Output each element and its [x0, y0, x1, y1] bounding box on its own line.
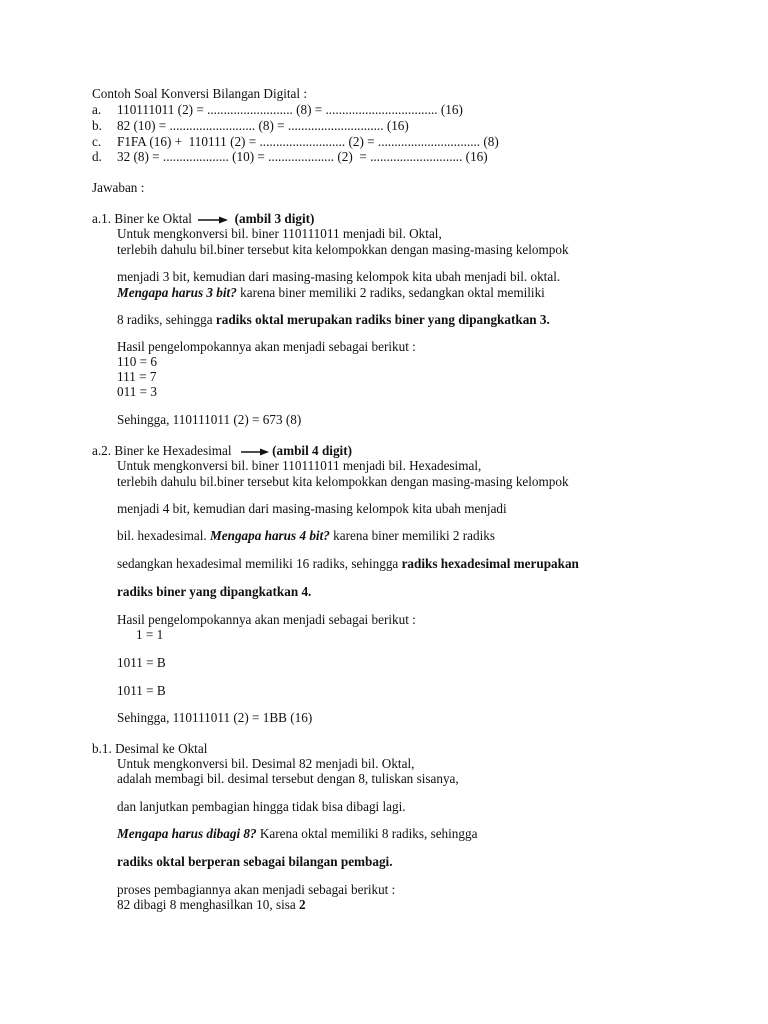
a2-question: Mengapa harus 4 bit?	[210, 528, 330, 543]
a1-group-3: 011 = 3	[117, 384, 157, 399]
b1-line-2: adalah membagi bil. desimal tersebut dengan 8, tuliskan sisanya,	[117, 771, 459, 786]
a1-grouping-intro: Hasil pengelompokannya akan menjadi sebagai berikut :	[117, 339, 416, 354]
a2-line-4	[117, 528, 495, 543]
question-c: F1FA (16) + 110111 (2) = .......................... (2) = ............................... (8)	[117, 134, 499, 149]
a1-line-2: terlebih dahulu bil.biner tersebut kita kelompokkan dengan masing-masing kelompok	[117, 242, 569, 257]
right-arrow-icon	[197, 215, 229, 225]
a1-line-3: menjadi 3 bit, kemudian dari masing-masing kelompok kita ubah menjadi bil. oktal.	[117, 269, 561, 284]
a2-line-2: terlebih dahulu bil.biner tersebut kita kelompokkan dengan masing-masing kelompok	[117, 474, 569, 489]
b1-heading: b.1. Desimal ke Oktal	[92, 741, 208, 756]
question-d-marker: d.	[92, 149, 102, 164]
a2-group-3: 1011 = B	[117, 683, 166, 698]
a1-line-4-rest: karena biner memiliki 2 radiks, sedangkan oktal memiliki	[236, 285, 545, 300]
a2-heading-note: (ambil 4 digit)	[272, 443, 352, 458]
a1-heading-line	[92, 211, 314, 226]
a1-line-1: Untuk mengkonversi bil. biner 110111011 menjadi bil. Oktal,	[117, 226, 442, 241]
b1-step-1-remainder: 2	[299, 897, 306, 912]
a1-result: Sehingga, 110111011 (2) = 673 (8)	[117, 412, 302, 427]
answers-heading: Jawaban :	[92, 180, 145, 195]
question-b: 82 (10) = .......................... (8) = ............................. (16)	[117, 118, 409, 133]
b1-process-intro: proses pembagiannya akan menjadi sebagai berikut :	[117, 882, 396, 897]
b1-line-5-bold: radiks oktal berperan sebagai bilangan pembagi.	[117, 854, 393, 869]
question-b-marker: b.	[92, 118, 102, 133]
a1-group-1: 110 = 6	[117, 354, 157, 369]
b1-step-1	[117, 897, 306, 912]
a2-line-4-rest: karena biner memiliki 2 radiks	[329, 528, 496, 543]
right-arrow-icon	[240, 447, 270, 457]
b1-line-1: Untuk mengkonversi bil. Desimal 82 menjadi bil. Oktal,	[117, 756, 415, 771]
a2-group-1: 1 = 1	[136, 627, 164, 642]
a1-question: Mengapa harus 3 bit?	[117, 285, 237, 300]
b1-line-4-rest: Karena oktal memiliki 8 radiks, sehingga	[256, 826, 478, 841]
a2-result: Sehingga, 110111011 (2) = 1BB (16)	[117, 710, 313, 725]
a1-line-5-bold: radiks oktal merupakan radiks biner yang dipangkatkan 3.	[215, 312, 550, 327]
question-a-marker: a.	[92, 102, 102, 117]
question-d: 32 (8) = .................... (10) = .................... (2) = ............................ (16)	[117, 149, 488, 164]
a2-line-4-pre: bil. hexadesimal.	[117, 528, 211, 543]
b1-step-1-pre: 82 dibagi 8 menghasilkan 10, sisa	[117, 897, 300, 912]
a1-line-5-pre: 8 radiks, sehingga	[117, 312, 216, 327]
a2-line-6-bold: radiks biner yang dipangkatkan 4.	[117, 584, 312, 599]
question-c-marker: c.	[92, 134, 102, 149]
a2-group-2: 1011 = B	[117, 655, 166, 670]
a1-group-2: 111 = 7	[117, 369, 157, 384]
a1-heading: a.1. Biner ke Oktal	[92, 211, 192, 226]
a2-heading-line	[92, 443, 352, 458]
b1-line-4	[117, 826, 477, 841]
a2-grouping-intro: Hasil pengelompokannya akan menjadi sebagai berikut :	[117, 612, 416, 627]
a2-line-5	[117, 556, 579, 571]
a1-line-5	[117, 312, 550, 327]
a2-line-5-pre: sedangkan hexadesimal memiliki 16 radiks, sehingga	[117, 556, 402, 571]
page-title: Contoh Soal Konversi Bilangan Digital :	[92, 86, 308, 101]
b1-line-3: dan lanjutkan pembagian hingga tidak bisa dibagi lagi.	[117, 799, 406, 814]
a1-line-4	[117, 285, 545, 300]
question-a: 110111011 (2) = .......................... (8) = .................................. (16)	[117, 102, 463, 117]
b1-line-5	[117, 854, 393, 869]
a2-line-1: Untuk mengkonversi bil. biner 110111011 menjadi bil. Hexadesimal,	[117, 458, 482, 473]
a2-line-5-bold: radiks hexadesimal merupakan	[401, 556, 579, 571]
a2-line-6	[117, 584, 311, 599]
a1-heading-note: (ambil 3 digit)	[234, 211, 315, 226]
a2-line-3: menjadi 4 bit, kemudian dari masing-masing kelompok kita ubah menjadi	[117, 501, 507, 516]
a2-heading: a.2. Biner ke Hexadesimal	[92, 443, 232, 458]
b1-question: Mengapa harus dibagi 8?	[117, 826, 257, 841]
